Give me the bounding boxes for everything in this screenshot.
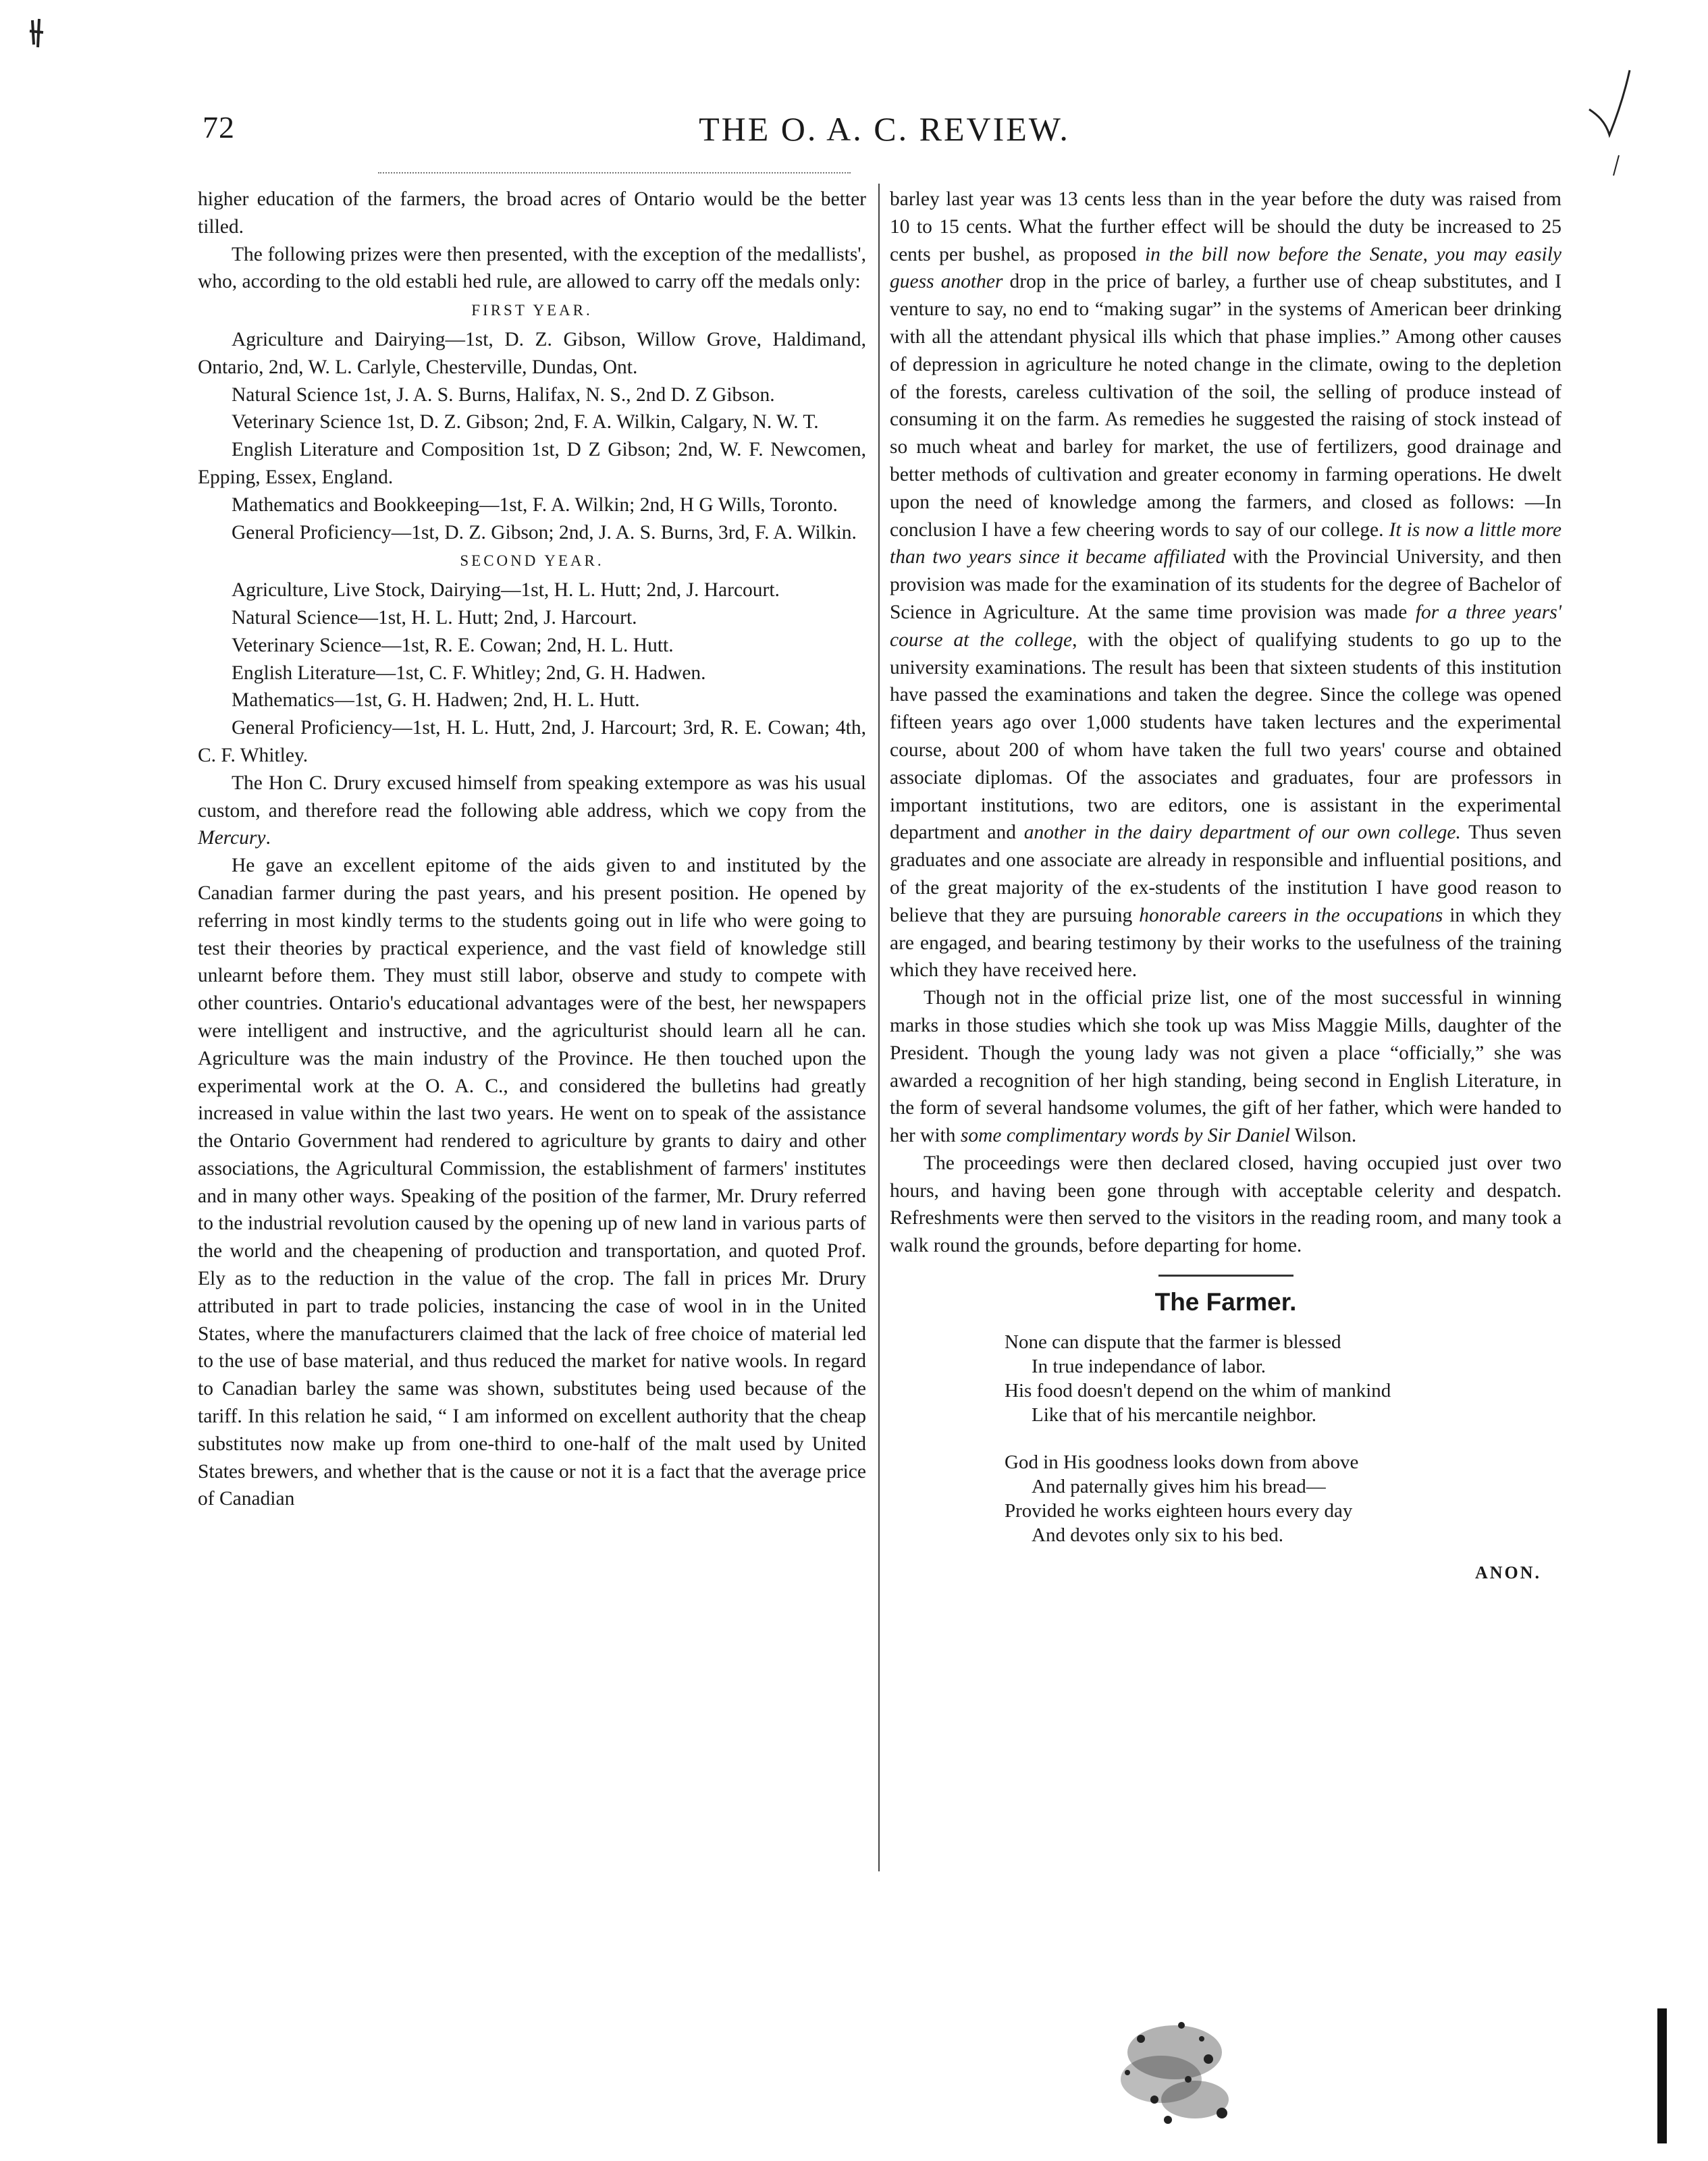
italic-span: It is now a little more than two years since it became affiliated <box>890 518 1562 568</box>
prize-entry: English Literature and Composition 1st, D Z Gibson; 2nd, W. F. Newcomen, Epping, Essex, England. <box>198 439 866 488</box>
text-span: in which they are engaged, and bearing testimony by their works to the usefulness of the training which they have received here. <box>890 904 1562 982</box>
poem-title: The Farmer. <box>1154 1288 1297 1316</box>
left-column <box>198 186 866 1513</box>
italic-span: for a three years' course at the college <box>890 601 1562 651</box>
page-header <box>189 109 1580 157</box>
running-title: THE O. A. C. REVIEW. <box>699 110 1070 148</box>
text-span: drop in the price of barley, a further use of cheap substitutes, and I venture to say, no end to “making sugar” in the systems of American beer drinking with all the attendant physical ills which that phase implies.” Among other causes of depression in agriculture he noted change in the climate, owing to the depletion of the forests, careless cultivation of the soil, the selling of produce instead of consuming it on the farm. As remedies he suggested the raising of stock instead of so much wheat and barley for market, the use of fertilizers, good drainage and better methods of cultivation and greater economy in farming operations. He dwelt upon the need of knowledge among the farmers, and closed as follows: —In conclusion I have a few cheering words to say of our college. <box>890 271 1562 541</box>
text-span: Wilson. <box>1289 1125 1357 1147</box>
prize-entry: Veterinary Science 1st, D. Z. Gibson; 2nd, F. A. Wilkin, Calgary, N. W. T. <box>232 411 819 433</box>
prize-entry: Natural Science—1st, H. L. Hutt; 2nd, J. Harcourt. <box>232 606 637 629</box>
header-rule <box>378 172 851 174</box>
prize-entry: English Literature—1st, C. F. Whitley; 2nd, G. H. Hadwen. <box>232 662 706 684</box>
paragraph: higher education of the farmers, the broad acres of Ontario would be the better tilled. <box>198 188 866 238</box>
column-divider <box>878 184 880 1871</box>
paragraph <box>198 770 866 852</box>
prize-entry: Natural Science 1st, J. A. S. Burns, Halifax, N. S., 2nd D. Z Gibson. <box>232 383 775 406</box>
italic-span: some complimentary words by Sir Daniel <box>960 1125 1290 1147</box>
poem-line: In true independance of labor. <box>1032 1355 1266 1377</box>
poem-line: And devotes only six to his bed. <box>1032 1524 1283 1546</box>
right-column <box>890 186 1562 1587</box>
prize-entry: Mathematics—1st, G. H. Hadwen; 2nd, H. L. Hutt. <box>232 689 640 712</box>
text-span: . <box>265 827 271 849</box>
section-separator <box>1158 1275 1293 1277</box>
italic-span: in the bill now before the Senate, you may easily guess another <box>890 243 1562 293</box>
poem-line: And paternally gives him his bread— <box>1032 1475 1326 1497</box>
scan-edge-mark <box>1657 2008 1667 2143</box>
paragraph: The following prizes were then presented, with the exception of the medallists', who, according to the old establi hed rule, are allowed to carry off the medals only: <box>198 243 866 293</box>
prize-entry: Agriculture, Live Stock, Dairying—1st, H. L. Hutt; 2nd, J. Harcourt. <box>232 579 780 602</box>
prize-entry: General Proficiency—1st, D. Z. Gibson; 2nd, J. A. S. Burns, 3rd, F. A. Wilkin. <box>232 521 857 543</box>
poem-line: Provided he works eighteen hours every day <box>1005 1499 1353 1522</box>
prize-entry: General Proficiency—1st, H. L. Hutt, 2nd, J. Harcourt; 3rd, R. E. Cowan; 4th, C. F. Whitley. <box>198 717 866 766</box>
text-span: with the Provincial University, and then provision was made for the examination of its students for the degree of Bachelor of Science in Agriculture. At the same time provision was made <box>890 546 1562 623</box>
prize-entry: Veterinary Science—1st, R. E. Cowan; 2nd, H. L. Hutt. <box>232 634 674 656</box>
section-heading-first-year: FIRST YEAR. <box>471 302 593 319</box>
poem-line: None can dispute that the farmer is blessed <box>1005 1331 1341 1353</box>
prize-entry: Agriculture and Dairying—1st, D. Z. Gibson, Willow Grove, Haldimand, Ontario, 2nd, W. L. Carlyle, Chesterville, Dundas, Ont. <box>198 328 866 378</box>
paragraph <box>890 984 1562 1150</box>
corner-mark-icon <box>24 18 51 58</box>
poem-line: God in His goodness looks down from above <box>1005 1451 1359 1473</box>
text-span: Though not in the official prize list, one of the most successful in winning marks in those studies which she took up was Miss Maggie Mills, daughter of the President. Though the young lady was not given a place “officially,” she was awarded a recognition of her high standing, being second in English Literature, in the form of several handsome volumes, the gift of her father, which were handed to her with <box>890 987 1562 1147</box>
newspaper-name: Mercury <box>198 827 266 849</box>
paragraph <box>890 186 1562 984</box>
paragraph: He gave an excellent epitome of the aids given to and instituted by the Canadian farmer during the past years, and his present position. He opened by referring in most kindly terms to the students going out in life who were going to test their theories by practical experience, and the vast field of knowledge still unlearnt before them. They must still labor, observe and study to compete with other countries. Ontario's educational advantages were of the best, her newspapers were intelligent and instructive, and the agriculturist should learn all he can. Agriculture was the main industry of the Province. He then touched upon the experimental work at the O. A. C., and considered the bulletins had greatly increased in value within the last two years. He went on to speak of the assistance the Ontario Government had rendered to agriculture by grants to dairy and other associations, the Agricultural Commission, the establishment of farmers' institutes and in many other ways. Speaking of the position of the farmer, Mr. Drury referred to the industrial revolution caused by the opening up of new land in various parts of the world and the cheapening of production and transportation, and quoted Prof. Ely as to the reduction in the value of the crop. The fall in prices Mr. Drury attributed in part to trade policies, instancing the case of wool in in the United States, where the manufacturers claimed that the lack of free choice of material led to the use of base material, and thus reduced the market for native wools. In regard to Canadian barley the same was shown, substitutes being used because of the tariff. In this relation he said, “ I am informed on excellent authority that the cheap substitutes now make up from one-third to one-half of the malt used by United States brewers, and whether that is the cause or not it is a fact that the average price of Canadian <box>198 855 866 1510</box>
text-span: , with the object of qualifying students to go up to the university examinations. The result has been that sixteen students of this institution have passed the examinations and taken the degree. Since the college was opened fifteen years ago over 1,000 students have taken lectures and the experimental course, about 200 of whom have taken the full two years' course and obtained associate diplomas. Of the associates and graduates, four are professors in important institutions, two are editors, one is assistant in the experimental department and <box>890 629 1562 844</box>
poem-line: His food doesn't depend on the whim of mankind <box>1005 1379 1391 1402</box>
text-span: Thus seven graduates and one associate are already in responsible and influential positions, and of the great majority of the ex-students of the institution I have good reason to believe that they are pursuing <box>890 822 1562 926</box>
italic-span: another in the dairy department of our own college. <box>1023 822 1461 844</box>
text-span: The Hon C. Drury excused himself from speaking extempore as was his usual custom, and therefore read the following able address, which we copy from the <box>198 772 866 822</box>
stanza-gap <box>1005 1427 1562 1450</box>
prize-entry: Mathematics and Bookkeeping—1st, F. A. Wilkin; 2nd, H G Wills, Toronto. <box>232 493 838 516</box>
page-number: 72 <box>203 110 235 144</box>
text-span: barley last year was 13 cents less than in the year before the duty was raised from 10 to 15 cents. What the further effect will be should the duty be increased to 25 cents per bushel, as proposed <box>890 188 1562 265</box>
poem <box>1005 1330 1562 1547</box>
paragraph: The proceedings were then declared closed, having occupied just over two hours, and having been gone through with acceptable celerity and despatch. Refreshments were then served to the visitors in the reading room, and many took a walk round the grounds, before departing for home. <box>890 1152 1562 1257</box>
poem-signature: ANON. <box>1474 1562 1541 1582</box>
ornament-icon <box>1100 1998 1256 2133</box>
poem-line: Like that of his mercantile neighbor. <box>1032 1404 1316 1426</box>
italic-span: honorable careers in the occupations <box>1139 904 1443 926</box>
section-heading-second-year: SECOND YEAR. <box>460 552 604 570</box>
checkmark-icon <box>1577 68 1638 182</box>
